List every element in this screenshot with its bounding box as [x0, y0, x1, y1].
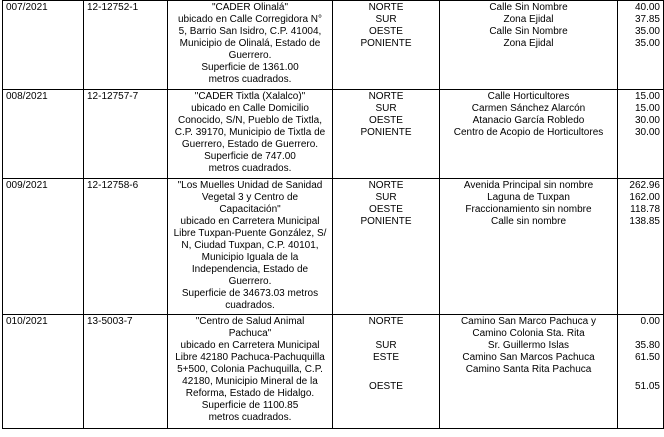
measure-value: 118.78 [630, 204, 660, 215]
direction-label: OESTE [369, 26, 403, 37]
neighbor-label: Calle Sin Nombre [489, 26, 568, 37]
boundary-measures [618, 315, 664, 429]
direction-label: NORTE [368, 180, 404, 191]
boundary-directions [333, 179, 440, 315]
description-line: Libre Tuxpan-Puente González, S/ [173, 228, 327, 239]
direction-label: NORTE [368, 91, 404, 102]
neighbor-label: Zona Ejidal [503, 38, 554, 49]
description-line: ubicado en Carretera Municipal [180, 216, 320, 227]
direction-label: SUR [375, 14, 397, 25]
boundary-measures [618, 1, 664, 90]
description-line: Superficie de 747.00 [204, 151, 296, 162]
description-line: metros cuadrados. [208, 412, 292, 423]
table-row [3, 179, 664, 315]
boundary-measures [618, 179, 664, 315]
neighbor-label: Centro de Acopio de Horticultores [453, 127, 604, 138]
direction-label: SUR [375, 103, 397, 114]
description-line: Municipio Iguala de la [201, 252, 299, 263]
description-line: Municipio de Olinalá, Estado de [179, 38, 321, 49]
description-line: C.P. 39170, Municipio de Tixtla de [174, 127, 326, 138]
boundary-neighbors [440, 179, 618, 315]
neighbor-label: Camino San Marcos Pachuca [462, 352, 595, 363]
direction-label: SUR [375, 192, 397, 203]
record-code: 12-12752-1 [84, 1, 168, 90]
description-line: Pachuca" [228, 328, 272, 339]
measure-value: 15.00 [634, 103, 660, 114]
boundary-neighbors [440, 1, 618, 90]
description-line: Capacitación" [219, 204, 281, 215]
neighbor-label: Atanacio García Robledo [472, 115, 585, 126]
property-table [2, 0, 664, 429]
direction-label: ESTE [372, 352, 400, 363]
record-number: 007/2021 [3, 1, 84, 90]
measure-value: 61.50 [634, 352, 660, 363]
neighbor-label: Avenida Principal sin nombre [463, 180, 594, 191]
direction-label: PONIENTE [360, 38, 412, 49]
record-code: 12-12757-7 [84, 90, 168, 179]
direction-label: OESTE [369, 204, 403, 215]
description-line: "CADER Olinalá" [211, 2, 288, 13]
boundary-measures [618, 90, 664, 179]
table-row [3, 90, 664, 179]
description-line: Guerrero. [228, 276, 272, 287]
measure-value: 262.96 [629, 180, 660, 191]
neighbor-label: Camino San Marco Pachuca y Camino Colonia Sta. Rita [460, 316, 597, 339]
description-line: Guerrero, Estado de Guerrero. [181, 139, 319, 150]
record-description [168, 90, 333, 179]
record-code: 13-5003-7 [84, 315, 168, 429]
description-line: metros cuadrados. [208, 74, 292, 85]
direction-label: NORTE [368, 2, 404, 13]
description-line: Conocido, S/N, Pueblo de Tixtla, [178, 115, 322, 126]
description-line: Superficie de 1100.85 [201, 400, 299, 411]
description-line: cuadrados. [225, 300, 275, 311]
measure-value: 35.00 [634, 38, 660, 49]
description-line: 42180, Municipio Mineral de la [182, 376, 318, 387]
neighbor-label: Sr. Guillermo Islas [487, 340, 570, 351]
neighbor-label: Zona Ejidal [503, 14, 554, 25]
description-line: Superficie de 1361.00 [201, 62, 299, 73]
measure-value: 40.00 [634, 2, 660, 13]
direction-label: PONIENTE [360, 127, 412, 138]
record-description [168, 179, 333, 315]
direction-label: SUR [375, 340, 397, 351]
neighbor-label: Fraccionamiento sin nombre [465, 204, 592, 215]
direction-label: NORTE [368, 316, 404, 327]
boundary-neighbors [440, 315, 618, 429]
measure-value: 35.80 [634, 340, 660, 351]
direction-label: OESTE [369, 115, 403, 126]
record-number: 010/2021 [3, 315, 84, 429]
neighbor-label: Calle sin nombre [490, 216, 567, 227]
description-line: Superficie de 34673.03 metros [181, 288, 319, 299]
description-line: Independencia, Estado de [191, 264, 309, 275]
measure-value: 138.85 [629, 216, 660, 227]
description-line: N, Ciudad Tuxpan, C.P. 40101, [181, 240, 319, 251]
neighbor-label: Calle Sin Nombre [489, 2, 568, 13]
measure-value: 51.05 [634, 381, 660, 392]
description-line: "Los Muelles Unidad de Sanidad [177, 180, 323, 191]
table-row [3, 1, 664, 90]
neighbor-label: Camino Santa Rita Pachuca [465, 364, 592, 375]
table-row [3, 315, 664, 429]
boundary-directions [333, 1, 440, 90]
description-line: Vegetal 3 y Centro de [201, 192, 299, 203]
record-number: 008/2021 [3, 90, 84, 179]
description-line: Guerrero. [228, 50, 272, 61]
record-description [168, 1, 333, 90]
boundary-directions [333, 90, 440, 179]
measure-value: 30.00 [634, 115, 660, 126]
record-code: 12-12758-6 [84, 179, 168, 315]
description-line: 5, Barrio San Isidro, C.P. 41004, [178, 26, 322, 37]
description-line: metros cuadrados. [208, 163, 292, 174]
description-line: Libre 42180 Pachuca-Pachuquilla [175, 352, 325, 363]
description-line: ubicado en Calle Domicilio [191, 103, 309, 114]
description-line: Reforma, Estado de Hidalgo. [185, 388, 315, 399]
direction-label: OESTE [369, 381, 403, 392]
description-line: "CADER Tixtla (Xalalco)" [194, 91, 306, 102]
direction-label: PONIENTE [360, 216, 412, 227]
boundary-neighbors [440, 90, 618, 179]
measure-value: 37.85 [634, 14, 660, 25]
neighbor-label: Calle Horticultores [487, 91, 570, 102]
description-line: 5+500, Colonia Pachuquilla, C.P. [177, 364, 323, 375]
neighbor-label: Carmen Sánchez Alarcón [471, 103, 586, 114]
record-number: 009/2021 [3, 179, 84, 315]
neighbor-label: Laguna de Tuxpan [487, 192, 570, 203]
measure-value: 30.00 [634, 127, 660, 138]
description-line: "Centro de Salud Animal [195, 316, 305, 327]
description-line: ubicado en Carretera Municipal [180, 340, 320, 351]
boundary-directions [333, 315, 440, 429]
measure-value: 15.00 [634, 91, 660, 102]
measure-value: 0.00 [640, 316, 660, 327]
record-description [168, 315, 333, 429]
measure-value: 35.00 [634, 26, 660, 37]
description-line: ubicado en Calle Corregidora N° [177, 14, 323, 25]
measure-value: 162.00 [629, 192, 660, 203]
